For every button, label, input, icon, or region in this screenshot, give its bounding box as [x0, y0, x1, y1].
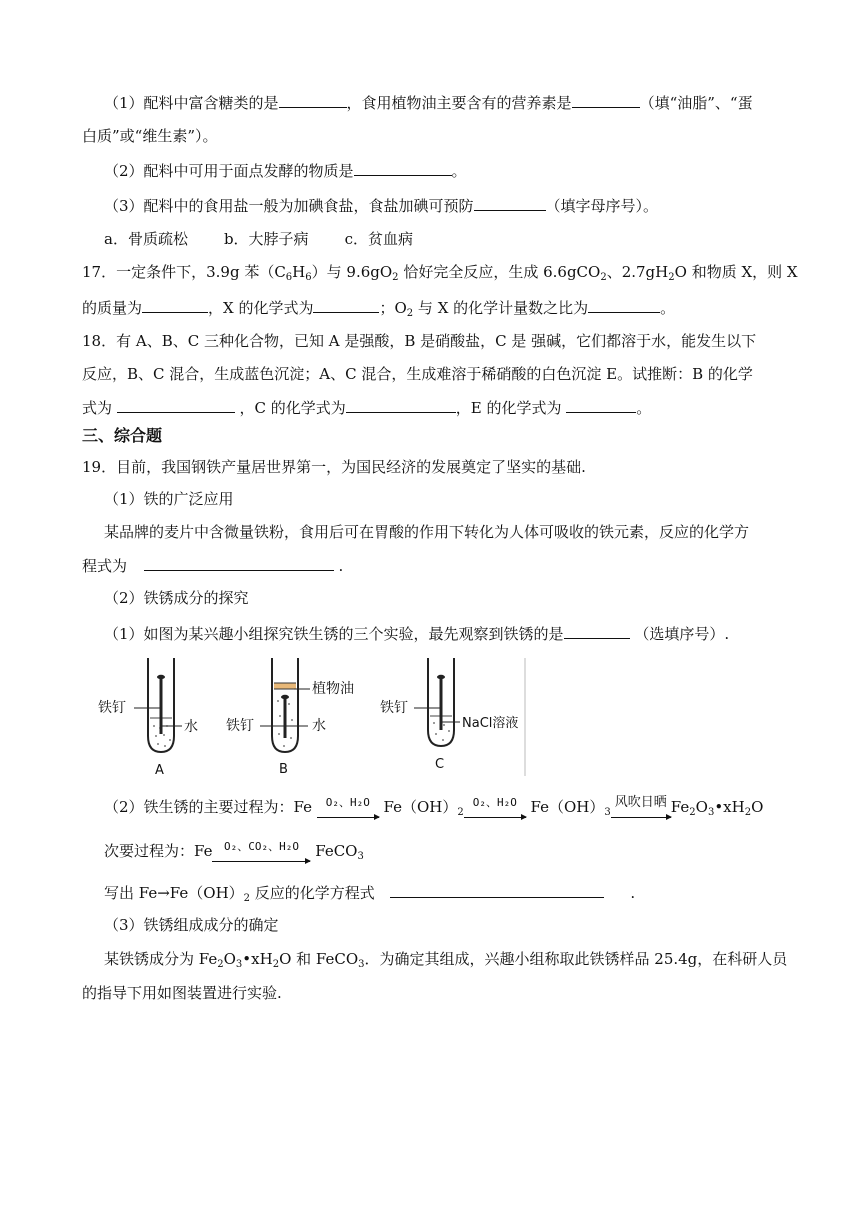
label-a: A [155, 763, 164, 778]
q16-part1-line2: 白质”或“维生素”）。 [82, 127, 218, 145]
option-c: c．贫血病 [344, 230, 413, 248]
q19-s1-text1: 某品牌的麦片中含微量铁粉，食用后可在胃酸的作用下转化为人体可吸收的铁元素，反应的化学方 [104, 523, 750, 541]
label-water-a: 水 [184, 719, 198, 735]
tube-a [134, 658, 182, 752]
q19-write-equation: 写出 $Fe\to Fe(OH)_2$ 反应的化学方程式 . [104, 884, 636, 904]
q19-s2-q2: （2）铁生锈的主要过程为：Fe $^{O_2、H_2O}$ $Fe(OH)_2^{O_2、H_2O}$ $Fe(OH)_3$风吹日晒 $Fe_2O_3•xH_2O$ [104, 795, 764, 818]
answer-blank[interactable] [588, 297, 660, 313]
label-nail-a: 铁钉 [98, 700, 126, 716]
answer-blank[interactable] [474, 195, 546, 211]
option-b: b．大脖子病 [223, 230, 309, 248]
answer-blank[interactable] [313, 297, 379, 313]
q19-minor-process: 次要过程为：Fe $^{O_2、CO_2、H_2O}$ FeCO$_3$ [104, 840, 364, 862]
q19-intro: 19．目前，我国钢铁产量居世界第一，为国民经济的发展奠定了坚实的基础. [82, 458, 586, 476]
q19-s3-text2: 的指导下用如图装置进行实验. [82, 984, 282, 1002]
answer-blank[interactable] [279, 92, 347, 108]
answer-blank[interactable] [564, 623, 630, 639]
q16-part1-line1: （1）配料中富含糖类的是 ，食用植物油主要含有的营养素是 （填“油脂”、“蛋 [104, 94, 753, 112]
q19-subheading-1: （1）铁的广泛应用 [104, 490, 234, 508]
option-a: a．骨质疏松 [104, 230, 188, 248]
tube-b [260, 658, 310, 752]
reaction-arrow: O₂、H₂O [317, 797, 379, 819]
answer-blank[interactable] [566, 397, 636, 413]
q19-s1-text2: 程式为 . [82, 557, 344, 575]
answer-blank[interactable] [117, 397, 235, 413]
label-b: B [279, 762, 288, 777]
q19-subheading-2: （2）铁锈成分的探究 [104, 589, 249, 607]
reaction-arrow: O₂、H₂O [464, 797, 526, 819]
q17-line2: 的质量为 ，X 的化学式为 ；$O_2$ 与 X 的化学计量数之比为 。 [82, 299, 676, 319]
q17-line1: 17．一定条件下，3.9g 苯$(C_6H_6)$与 $9.6gO_2$ 恰好完全反应，生成 6.6gCO$_2$、$2.7gH_2O$ 和物质 X，则 X [82, 263, 798, 283]
reaction-arrow: 风吹日晒 [611, 797, 671, 819]
answer-blank[interactable] [144, 555, 334, 571]
q19-subheading-3: （3）铁锈组成成分的确定 [104, 916, 279, 934]
label-nacl-c: NaCl溶液 [462, 716, 519, 731]
label-nail-b: 铁钉 [226, 718, 254, 734]
label-c: C [435, 757, 445, 772]
section-heading: 三、综合题 [82, 426, 163, 445]
q18-line3: 式为 ，C 的化学式为 ，E 的化学式为 。 [82, 399, 652, 417]
label-water-b: 水 [312, 718, 326, 734]
label-oil-b: 植物油 [312, 681, 354, 697]
q19-s3-text1: 某铁锈成分为 $Fe_2O_3•xH_2O$ 和 FeCO$_3$．为确定其组成，兴趣小组称取此铁锈样品 25.4g，在科研人员 [104, 950, 788, 970]
answer-blank[interactable] [390, 882, 604, 898]
q18-line2: 反应，B、C 混合，生成蓝色沉淀；A、C 混合，生成难溶于稀硝酸的白色沉淀 E。试推断：B 的化学 [82, 365, 753, 383]
answer-blank[interactable] [142, 297, 208, 313]
q16-options [104, 229, 413, 249]
q16-part2: （2）配料中可用于面点发酵的物质是 。 [104, 162, 467, 180]
answer-blank[interactable] [346, 397, 456, 413]
q18-line1: 18．有 A、B、C 三种化合物，已知 A 是强酸，B 是硝酸盐，C 是 强碱，它们都溶于水，能发生以下 [82, 332, 757, 350]
q16-part3: （3）配料中的食用盐一般为加碘食盐，食盐加碘可预防 （填字母序号）。 [104, 197, 659, 215]
reaction-arrow: O₂、CO₂、H₂O [212, 841, 310, 863]
answer-blank[interactable] [354, 160, 452, 176]
answer-blank[interactable] [572, 92, 640, 108]
label-nail-c: 铁钉 [380, 700, 408, 716]
rust-experiment-figure [94, 656, 534, 778]
q19-s2-q1: （1）如图为某兴趣小组探究铁生锈的三个实验，最先观察到铁锈的是 （选填序号）. [104, 625, 730, 643]
